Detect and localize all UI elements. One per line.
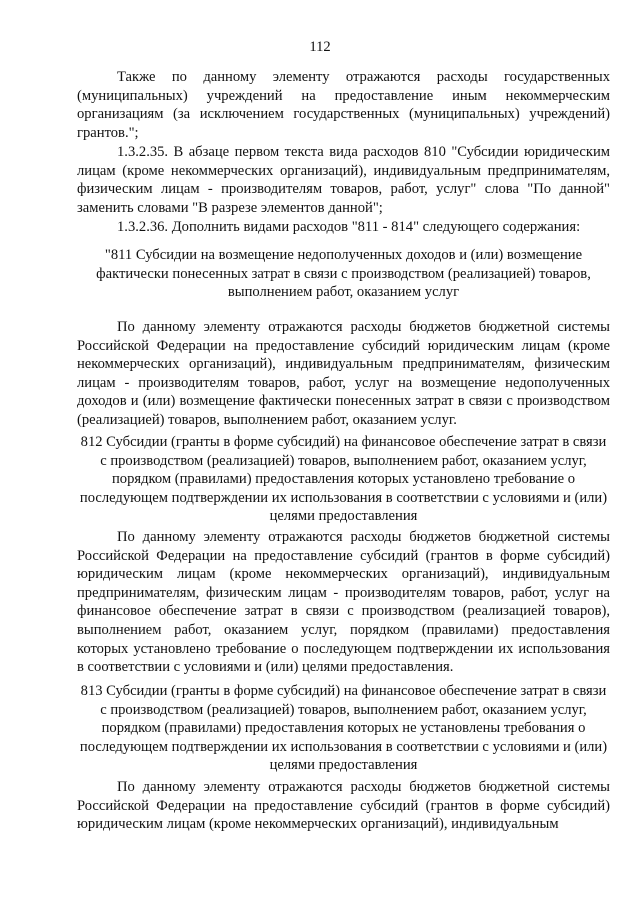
page-number: 112 [309, 39, 331, 55]
heading-811: "811 Субсидии на возмещение недополученных доходов и (или) возмещение фактически понесенных затрат в связи с производством (реализацией) товаров, выполнением работ, оказанием услуг [96, 247, 591, 301]
heading-813: 813 Субсидии (гранты в форме субсидий) на финансовое обеспечение затрат в связи с производством (реализацией) товаров, выполнением работ, оказанием услуг, порядком (правилами) предоставления которых не установлены требования о последующем подтверждении их использования в соответствии с условиями и (или) целями предоставления [79, 683, 608, 774]
paragraph-1-3-2-36: 1.3.2.36. Дополнить видами расходов "811 - 814" следующего содержания: [117, 219, 581, 235]
paragraph-grants-note: Также по данному элементу отражаются расходы государственных (муниципальных) учреждений на предоставление иным некоммерческим организациям (за исключением государственных (муниципальных) учреждений) грантов."; [77, 69, 610, 141]
heading-812: 812 Субсидии (гранты в форме субсидий) на финансовое обеспечение затрат в связи с производством (реализацией) товаров, выполнением работ, оказанием услуг, порядком (правилами) предоставления которых установлено требование о последующем подтверждении их использования в соответствии с условиями и (или) целями предоставления [79, 434, 608, 525]
paragraph-1-3-2-35: 1.3.2.35. В абзаце первом текста вида расходов 810 "Субсидии юридическим лицам (кроме некоммерческих организаций), индивидуальным предпринимателям, физическим лицам - производителям товаров, работ, услуг" слова "По данной" заменить словами "В разрезе элементов данной"; [77, 144, 610, 216]
paragraph-812-description: По данному элементу отражаются расходы бюджетов бюджетной системы Российской Федерации на предоставление субсидий (грантов в форме субсидий) юридическим лицам (кроме некоммерческих организаций), индивидуальным предпринимателям, физическим лицам - производителям товаров, работ, услуг на финансовое обеспечение затрат в связи с производством (реализацией товаров), выполнением работ, оказанием услуг, порядком (правилами) предоставления которых установлено требование о последующем подтверждении их использования в соответствии с условиями и (или) целями предоставления. [77, 529, 610, 676]
paragraph-813-description: По данному элементу отражаются расходы бюджетов бюджетной системы Российской Федерации на предоставление субсидий (грантов в форме субсидий) юридическим лицам (кроме некоммерческих организаций), индивидуальным [77, 779, 610, 833]
paragraph-811-description: По данному элементу отражаются расходы бюджетов бюджетной системы Российской Федерации на предоставление субсидий юридическим лицам (кроме некоммерческих организаций), индивидуальным предпринимателям, физическим лицам - производителям товаров, работ, услуг на возмещение недополученных доходов и (или) возмещение фактически понесенных затрат в связи с производством (реализацией) товаров, выполнением работ, оказанием услуг. [77, 319, 610, 428]
